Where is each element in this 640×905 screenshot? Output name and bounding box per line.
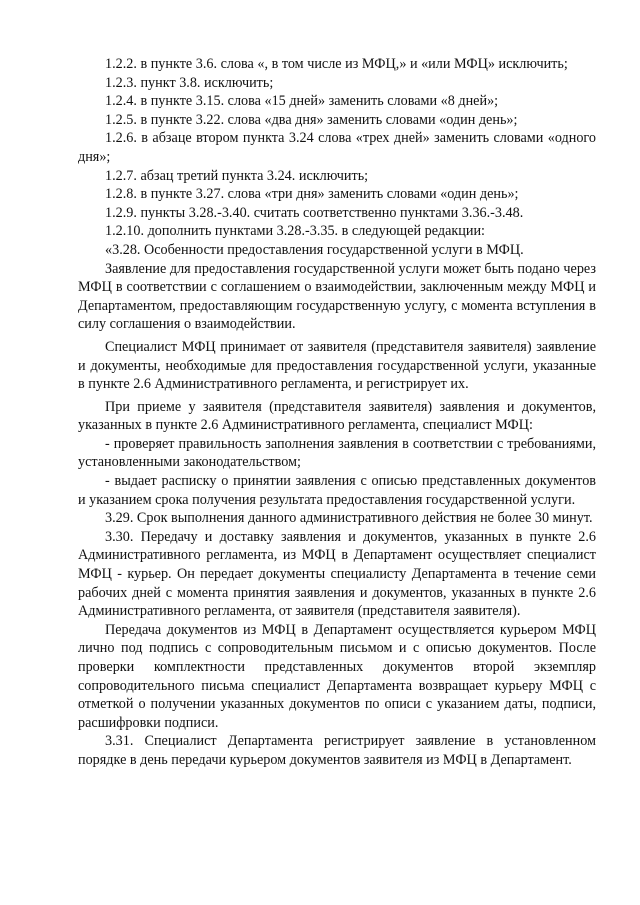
paragraph-1-2-2: 1.2.2. в пункте 3.6. слова «, в том числе из МФЦ,» и «или МФЦ» исключить; bbox=[105, 56, 568, 72]
paragraph-checks-correctness: - проверяет правильность заполнения заявления в соответствии с требованиями, установленными законодательством; bbox=[78, 435, 596, 471]
paragraph-3-30: 3.30. Передачу и доставку заявления и документов, указанных в пункте 2.6 Административного регламента, из МФЦ в Департамент осуществляет специалист МФЦ - курьер. Он передает документы специалисту Департамента в течение семи рабочих дней с момента принятия заявления и документов, указанных в пункте 2.6 Административного регламента, от заявителя (представителя заявителя). bbox=[78, 528, 596, 620]
paragraph-on-reception: При приеме у заявителя (представителя заявителя) заявления и документов, указанных в пункте 2.6 Административного регламента, специалист МФЦ: bbox=[78, 398, 596, 434]
paragraph-issues-receipt: - выдает расписку о принятии заявления с описью представленных документов и указанием срока получения результата предоставления государственной услуги. bbox=[78, 473, 596, 508]
paragraph-1-2-10: 1.2.10. дополнить пунктами 3.28.-3.35. в следующей редакции: bbox=[105, 223, 485, 240]
paragraph-1-2-7: 1.2.7. абзац третий пункта 3.24. исключить; bbox=[105, 167, 369, 184]
paragraph-document-transfer: Передача документов из МФЦ в Департамент осуществляется курьером МФЦ лично под подпись с сопроводительным письмом и с описью документов. После проверки комплектности представленных документов второй экземпляр сопроводительного письма специалист Департамента возвращает курьеру МФЦ с отметкой о получении указанных документов по описи с указанием даты, подписи, расшифровки подписи. bbox=[78, 621, 596, 731]
paragraph-3-29: 3.29. Срок выполнения данного административного действия не более 30 минут. bbox=[105, 510, 593, 527]
document-page bbox=[78, 55, 596, 770]
paragraph-3-28-heading: «3.28. Особенности предоставления государственной услуги в МФЦ. bbox=[105, 241, 524, 258]
paragraph-1-2-4: 1.2.4. в пункте 3.15. слова «15 дней» заменить словами «8 дней»; bbox=[105, 93, 499, 110]
paragraph-mfc-specialist-accepts: Специалист МФЦ принимает от заявителя (представителя заявителя) заявление и документы, необходимые для предоставления государственной услуги, указанные в пункте 2.6 Административного регламента, и регистрирует их. bbox=[78, 338, 596, 393]
paragraph-1-2-9: 1.2.9. пункты 3.28.-3.40. считать соответственно пунктами 3.36.-3.48. bbox=[105, 204, 524, 221]
paragraph-1-2-3: 1.2.3. пункт 3.8. исключить; bbox=[105, 74, 274, 91]
paragraph-3-31: 3.31. Специалист Департамента регистрирует заявление в установленном порядке в день передачи курьером документов заявителя из МФЦ в Департамент. bbox=[78, 733, 596, 768]
paragraph-1-2-8: 1.2.8. в пункте 3.27. слова «три дня» заменить словами «один день»; bbox=[105, 186, 519, 203]
paragraph-1-2-5: 1.2.5. в пункте 3.22. слова «два дня» заменить словами «один день»; bbox=[105, 111, 518, 128]
paragraph-application-via-mfc: Заявление для предоставления государственной услуги может быть подано через МФЦ в соответствии с соглашением о взаимодействии, заключенным между МФЦ и Департаментом, предоставляющим государственную услугу, с момента вступления в силу соглашения о взаимодействии. bbox=[78, 260, 596, 333]
paragraph-1-2-6: 1.2.6. в абзаце втором пункта 3.24 слова «трех дней» заменить словами «одного дня»; bbox=[78, 130, 596, 165]
